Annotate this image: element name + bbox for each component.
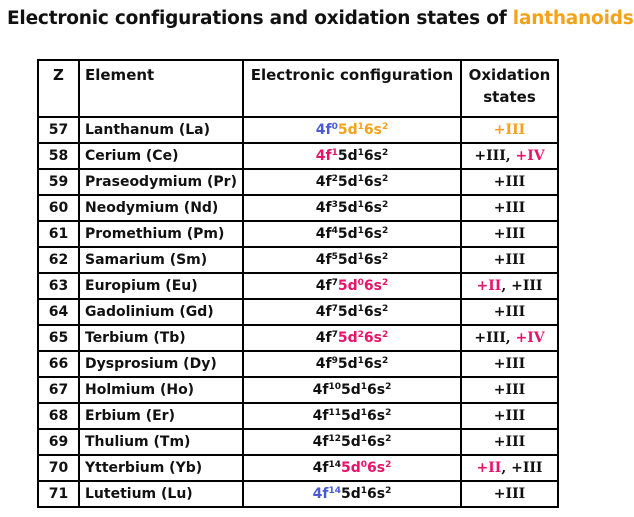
electron-count: 7 [331,278,338,288]
orbital-term [338,356,364,372]
electron-count: 2 [381,330,389,340]
orbital-term [341,486,367,502]
table-row [38,429,558,455]
atomic-number: 64 [38,299,79,325]
oxidation-state: +III, [474,330,516,346]
electron-count: 5 [331,252,338,262]
orbital-label: 6s [363,148,382,164]
electron-count: 2 [331,174,338,184]
electron-configuration [243,143,461,169]
orbital-label: 6s [363,252,382,268]
orbital-label: 4f [315,330,332,346]
orbital-label: 5d [337,278,358,294]
header-z: Z [38,60,79,117]
orbital-label: 5d [337,200,358,216]
orbital-term [341,382,367,398]
orbital-term [338,304,364,320]
orbital-label: 5d [337,226,358,242]
electron-count: 2 [385,434,392,444]
orbital-term [338,174,364,190]
electron-count: 0 [360,460,368,470]
orbital-label: 4f [312,382,329,398]
orbital-term [338,122,364,138]
atomic-number: 65 [38,325,79,351]
oxidation-states [461,169,558,195]
orbital-label: 4f [315,226,332,242]
orbital-term [364,226,388,242]
orbital-label: 4f [315,174,332,190]
electron-count: 2 [381,200,389,210]
atomic-number: 70 [38,455,79,481]
orbital-label: 5d [337,174,358,190]
oxidation-state: +III, [474,148,516,164]
electron-configuration [243,403,461,429]
orbital-term [338,148,364,164]
oxidation-states [461,403,558,429]
oxidation-state: +III [493,122,526,138]
oxidation-state: +III [493,434,526,450]
orbital-term [316,226,338,242]
electron-configuration [243,169,461,195]
orbital-label: 4f [315,200,332,216]
electron-count: 1 [357,252,364,262]
orbital-label: 5d [337,330,358,346]
title-text: Electronic configurations and oxidation states of [7,8,513,29]
table-row [38,143,558,169]
orbital-term [316,122,338,138]
oxidation-states [461,247,558,273]
electron-configuration [243,273,461,299]
orbital-label: 6s [363,278,382,294]
orbital-label: 4f [312,460,329,476]
oxidation-state: +IV [515,330,545,346]
atomic-number: 58 [38,143,79,169]
oxidation-state: , +III [501,278,543,294]
orbital-term [316,148,338,164]
orbital-term [364,252,388,268]
element-name: Samarium (Sm) [79,247,243,273]
oxidation-state: +III [493,174,526,190]
table-row [38,169,558,195]
orbital-label: 5d [337,252,358,268]
oxidation-state: +III [493,252,526,268]
oxidation-states [461,117,558,143]
electron-count: 2 [381,304,389,314]
orbital-term [316,200,338,216]
atomic-number: 59 [38,169,79,195]
element-name: Promethium (Pm) [79,221,243,247]
electron-configuration [243,351,461,377]
oxidation-state: +III [493,408,526,424]
electron-configuration [243,117,461,143]
oxidation-state: , +III [501,460,543,476]
orbital-label: 4f [312,434,329,450]
orbital-label: 6s [363,356,382,372]
electron-count: 0 [331,122,338,132]
oxidation-states [461,299,558,325]
orbital-term [316,174,338,190]
element-name: Thulium (Tm) [79,429,243,455]
orbital-label: 4f [315,278,332,294]
orbital-term [367,434,391,450]
electron-count: 2 [385,486,392,496]
orbital-term [364,330,388,346]
oxidation-states [461,273,558,299]
electron-count: 7 [331,304,338,314]
orbital-term [313,434,341,450]
element-name: Cerium (Ce) [79,143,243,169]
orbital-label: 4f [315,148,332,164]
element-name: Holmium (Ho) [79,377,243,403]
table-row [38,481,558,507]
oxidation-state: +III [493,356,526,372]
oxidation-state: +II [476,278,502,294]
electron-count: 3 [331,200,338,210]
electron-count: 11 [328,408,341,418]
orbital-label: 4f [315,356,332,372]
element-name: Dysprosium (Dy) [79,351,243,377]
oxidation-state: +II [476,460,502,476]
electron-count: 2 [381,174,389,184]
electron-count: 2 [381,122,389,132]
atomic-number: 60 [38,195,79,221]
electron-count: 1 [357,226,364,236]
header-ox-line2: states [483,88,536,106]
element-name: Lanthanum (La) [79,117,243,143]
orbital-term [338,330,364,346]
table-row [38,299,558,325]
orbital-term [367,382,391,398]
table-row [38,221,558,247]
orbital-term [364,200,388,216]
electron-count: 12 [328,434,341,444]
orbital-term [367,460,391,476]
electron-configuration [243,481,461,507]
electron-count: 1 [357,200,364,210]
electron-count: 1 [360,408,368,418]
oxidation-state: +IV [515,148,545,164]
table-body [38,117,558,507]
atomic-number: 67 [38,377,79,403]
orbital-term [338,200,364,216]
oxidation-state: +III [493,226,526,242]
orbital-term [316,304,338,320]
orbital-term [364,148,388,164]
atomic-number: 63 [38,273,79,299]
oxidation-states [461,429,558,455]
orbital-term [364,356,388,372]
table-row [38,377,558,403]
orbital-term [316,330,338,346]
orbital-label: 6s [363,174,382,190]
atomic-number: 57 [38,117,79,143]
orbital-term [316,278,338,294]
table-row [38,273,558,299]
oxidation-states [461,195,558,221]
element-name: Erbium (Er) [79,403,243,429]
atomic-number: 68 [38,403,79,429]
orbital-label: 5d [341,486,361,502]
electron-configuration [243,377,461,403]
electron-count: 7 [331,330,338,340]
element-name: Ytterbium (Yb) [79,455,243,481]
electron-count: 14 [328,460,341,470]
orbital-term [364,304,388,320]
atomic-number: 66 [38,351,79,377]
electron-configuration [243,325,461,351]
orbital-label: 6s [363,122,382,138]
orbital-label: 4f [315,122,332,138]
electron-count: 1 [331,148,338,158]
table-row [38,455,558,481]
oxidation-state: +III [493,382,526,398]
header-oxidation [461,60,558,117]
atomic-number: 61 [38,221,79,247]
orbital-term [338,226,364,242]
oxidation-states [461,325,558,351]
electron-count: 1 [357,356,364,366]
title-accent: lanthanoids [512,8,634,29]
electron-count: 2 [385,382,392,392]
header-row [38,60,558,117]
page-title [7,8,634,29]
electron-configuration [243,221,461,247]
element-name: Praseodymium (Pr) [79,169,243,195]
element-name: Europium (Eu) [79,273,243,299]
electron-count: 9 [331,356,338,366]
orbital-label: 5d [341,408,361,424]
electron-configuration [243,429,461,455]
orbital-label: 6s [367,408,386,424]
oxidation-states [461,221,558,247]
element-name: Lutetium (Lu) [79,481,243,507]
orbital-label: 5d [341,382,361,398]
header-element: Element [79,60,243,117]
orbital-label: 5d [341,434,361,450]
orbital-label: 4f [315,252,332,268]
orbital-label: 5d [337,304,358,320]
orbital-label: 6s [367,434,386,450]
electron-count: 10 [328,382,341,392]
table-row [38,247,558,273]
oxidation-states [461,377,558,403]
electron-count: 2 [381,356,389,366]
table-row [38,325,558,351]
electron-configuration [243,299,461,325]
table-row [38,351,558,377]
orbital-label: 5d [341,460,361,476]
element-name: Gadolinium (Gd) [79,299,243,325]
electron-count: 0 [357,278,364,288]
oxidation-state: +III [493,304,526,320]
electron-count: 1 [357,148,364,158]
atomic-number: 62 [38,247,79,273]
orbital-label: 4f [312,486,329,502]
orbital-term [316,356,338,372]
header-config: Electronic configuration [243,60,461,117]
orbital-label: 4f [315,304,332,320]
orbital-label: 6s [363,200,382,216]
electron-count: 1 [360,434,368,444]
electron-count: 2 [381,226,389,236]
orbital-label: 6s [367,382,386,398]
table-row [38,195,558,221]
electron-count: 14 [328,486,341,496]
table-row [38,117,558,143]
oxidation-states [461,351,558,377]
orbital-label: 6s [363,226,382,242]
electron-count: 2 [385,460,392,470]
orbital-term [313,460,341,476]
electron-count: 2 [381,252,389,262]
orbital-label: 6s [367,460,386,476]
oxidation-states [461,143,558,169]
electron-count: 2 [381,148,389,158]
atomic-number: 69 [38,429,79,455]
orbital-term [316,252,338,268]
electron-count: 1 [357,304,364,314]
element-name: Neodymium (Nd) [79,195,243,221]
electron-count: 1 [360,486,368,496]
header-ox-line1: Oxidation [468,66,551,84]
orbital-term [341,434,367,450]
table-row [38,403,558,429]
oxidation-state: +III [493,486,526,502]
orbital-term [313,382,341,398]
orbital-term [367,408,391,424]
electron-count: 4 [331,226,338,236]
electron-count: 2 [385,408,392,418]
electron-count: 1 [357,174,364,184]
electron-configuration [243,455,461,481]
orbital-term [341,408,367,424]
orbital-term [313,408,341,424]
electron-count: 1 [357,122,364,132]
orbital-label: 6s [363,304,382,320]
orbital-term [338,252,364,268]
lanthanoid-table [37,59,559,508]
orbital-label: 5d [337,356,358,372]
orbital-term [367,486,391,502]
oxidation-state: +III [493,200,526,216]
orbital-term [364,174,388,190]
orbital-term [341,460,367,476]
orbital-term [313,486,341,502]
electron-configuration [243,247,461,273]
oxidation-states [461,481,558,507]
orbital-label: 5d [337,148,358,164]
electron-configuration [243,195,461,221]
electron-count: 1 [360,382,368,392]
orbital-label: 6s [367,486,386,502]
oxidation-states [461,455,558,481]
orbital-term [338,278,364,294]
orbital-label: 5d [337,122,358,138]
electron-count: 2 [357,330,364,340]
orbital-label: 4f [312,408,329,424]
orbital-label: 6s [363,330,382,346]
element-name: Terbium (Tb) [79,325,243,351]
orbital-term [364,278,388,294]
orbital-term [364,122,388,138]
atomic-number: 71 [38,481,79,507]
electron-count: 2 [381,278,389,288]
